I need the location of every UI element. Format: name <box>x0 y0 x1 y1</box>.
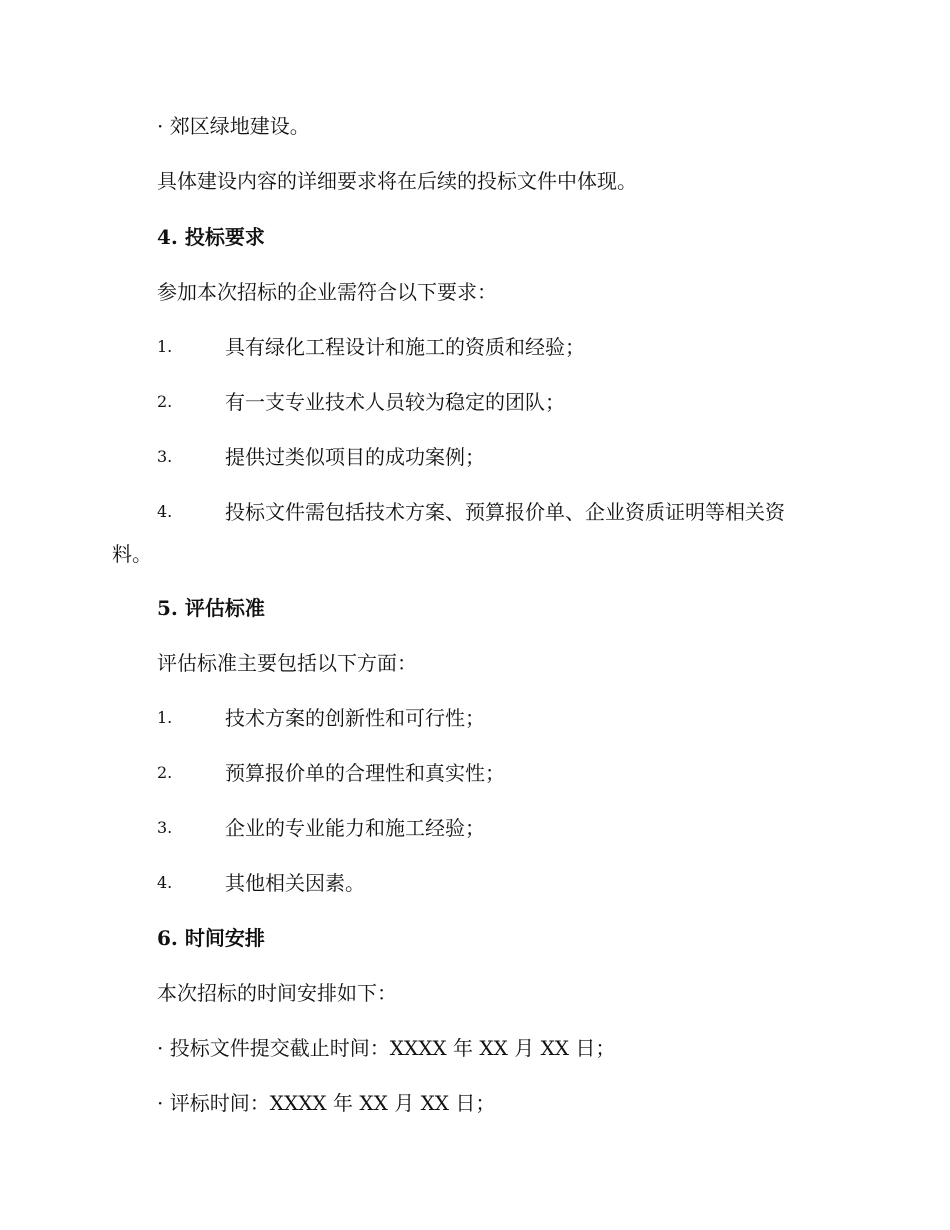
section-5-heading: 5. 评估标准 <box>157 596 265 620</box>
intro-note: 具体建设内容的详细要求将在后续的投标文件中体现。 <box>157 169 637 193</box>
list-item-text: 具有绿化工程设计和施工的资质和经验； <box>225 335 585 359</box>
list-item-text-continuation: 料。 <box>112 542 152 566</box>
section-4-lead: 参加本次招标的企业需符合以下要求： <box>157 280 497 304</box>
list-item-number: 1. <box>157 337 173 356</box>
list-item-number: 2. <box>157 392 173 411</box>
section-4-heading: 4. 投标要求 <box>157 225 265 249</box>
list-item-number: 1. <box>157 708 173 727</box>
bullet-suburban-greenland: · 郊区绿地建设。 <box>157 114 310 138</box>
list-item-text: 企业的专业能力和施工经验； <box>225 816 485 840</box>
list-item-number: 4. <box>157 502 173 521</box>
list-item-text: 提供过类似项目的成功案例； <box>225 445 485 469</box>
list-item-text: 投标文件需包括技术方案、预算报价单、企业资质证明等相关资 <box>225 500 785 524</box>
list-item-number: 4. <box>157 873 173 892</box>
list-item-text: 技术方案的创新性和可行性； <box>225 706 485 730</box>
list-item-text: 有一支专业技术人员较为稳定的团队； <box>225 390 565 414</box>
list-item-number: 3. <box>157 447 173 466</box>
list-item-number: 3. <box>157 818 173 837</box>
list-item-text: 其他相关因素。 <box>225 871 365 895</box>
bullet-submission-deadline: · 投标文件提交截止时间：XXXX 年 XX 月 XX 日； <box>157 1036 616 1060</box>
list-item-text: 预算报价单的合理性和真实性； <box>225 761 505 785</box>
section-6-heading: 6. 时间安排 <box>157 926 265 950</box>
section-5-lead: 评估标准主要包括以下方面： <box>157 651 417 675</box>
bullet-evaluation-time: · 评标时间：XXXX 年 XX 月 XX 日； <box>157 1091 496 1115</box>
list-item-number: 2. <box>157 763 173 782</box>
section-6-lead: 本次招标的时间安排如下： <box>157 981 397 1005</box>
